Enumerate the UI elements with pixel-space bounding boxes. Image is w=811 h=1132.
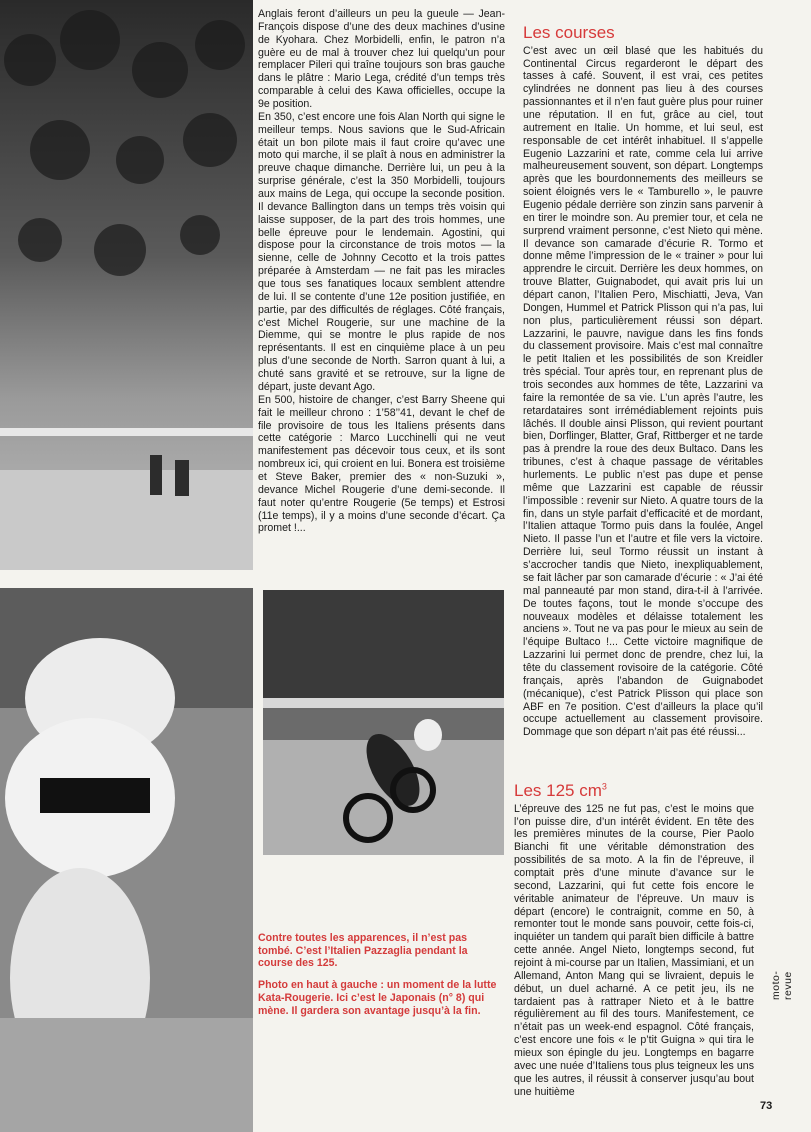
courses-section (523, 24, 763, 739)
page-number: 73 (760, 1100, 773, 1112)
rider-leaning-photo-image (263, 590, 504, 855)
middle-paragraph: En 350, c’est encore une fois Alan North qui signe le meilleur temps. Nous savions que le Sud-Africain était un bon pilote mais il faut croire qu’avec une moto qui marche, il se plaît à nous en administrer la preuve chaque dimanche. Derrière lui, un peu à la surprise générale, c’est la 350 Morbidelli, toujours aux mains de Lega, qui occupe la seconde position. Il devance Ballington dans un temps très voisin qui laisse supposer, de la part des trois hommes, une belle épreuve pour le lendemain. Agostini, qui dispose pour la circonstance de trois motos — la sienne, celle de Johnny Cecotto et la trois pattes préparée à Amsterdam — ne fait pas les miracles que tous ses fanatiques locaux semblent attendre de lui. Il se contente d’une 12e position justifiée, en partie, par des difficultés de réglages. Côté français, c’est Michel Rougerie, sur une machine de la Diemme, qui se montre le plus rapide de nos représentants. Il est en cinquième place à un peu plus d’une seconde de North. Sarron quant à lui, a chuté sans gravité et se retrouve, sur la ligne de départ, juste devant Ago. (258, 110, 505, 393)
125-heading: Les 125 $cm^3$ (514, 781, 607, 800)
rider-helmet-photo-image (0, 588, 253, 1132)
crowd-photo-image (0, 0, 253, 570)
courses-paragraph: C’est avec un œil blasé que les habitués du Continental Circus regarderont le départ des tasses à café. Souvent, il est vrai, ces petites cylindrées ne donnent pas lieu à des courses passionnantes et il n’en faut guère plus pour ruiner une réputation. Il en fut, grâce au ciel, tout autrement en Italie. Un homme, et lui seul, est responsable de cet intérêt inhabituel. Il s’appelle Eugenio Lazzarini et rate, comme cela lui arrive malheureusement souvent, son départ. Longtemps après que les bourdonnements des meilleurs se soient éloignés vers le « Tamburello », le pauvre Eugenio pédale derrière son zinzin sans parvenir à en tirer le moindre son. Au premier tour, et cela ne surprend vraiment personne, c’est Nieto qui mène. Il devance son camarade d’écurie R. Tormo et donne même l’impression de le « trainer » pour lui apprendre le circuit. Derrière les deux hommes, on trouve Blatter, Guignabodet, qui avait pris lui un départ canon, l’Italien Pero, Mischiatti, Jeva, Van Dongen, Hummel et Patrick Plisson qui n’a pas, lui non plus, particulièrement réussi son départ. Lazzarini, le pauvre, navigue dans les fins fonds du classement provisoire. Mais c’est mal connaître le petit Italien et les possibilités de son Kreidler très spécial. Tour après tour, en reprenant plus de trois secondes aux hommes de tête, Lazzarini va faire la remontée de sa vie. L’un après l’autre, les retardataires sont irrémédiablement rejoints puis lâchés. Il double ainsi Plisson, qui revient pourtant bien, Dorflinger, Blatter, Graf, Rittberger et ne tarde pas à prendre la roue des deux Bultaco. Dans les tribunes, c’est à chaque passage de véritables hurlements. Le public n’est pas dupe et pense même que Lazzarini est capable de réussir l’impossible : revenir sur Nieto. A quatre tours de la fin, dans un style parfait d’efficacité et de mordant, l’Italien attaque Tormo puis dans la foulée, Angel Nieto. Il passe l’un et l’autre et file vers la victoire. Derrière lui, seul Tormo réussit un instant à s’accrocher tandis que Nieto, inexpliquablement, se fait lâcher par son camarade d’écurie : « J’ai été mal panneauté par mon stand, dira-t-il à l’arrivée. De toutes façons, tout le monde s’occupe des nouveaux modèles et délaisse totalement les anciens ». Tout ne va pas pour le mieux au sein de l’équipe Bultaco !... Cette victoire magnifique de Lazzarini lui permet donc de prendre, chez lui, la tête du classement rovisoire de la catégorie. Côté français, après l’abandon de Guignabodet (mécanique), c’est Patrick Plisson qui place son ABF en 7e position. C’est d’ailleurs la place qu’il occupe actuellement au classement provisoire. Dommage que son départ n’ait pas été réussi... (523, 44, 763, 739)
caption-pazzaglia: Contre toutes les apparences, il n’est pas tombé. C’est l’Italien Pazzaglia pendant la course des 125. (258, 932, 468, 970)
photo-top-left (0, 0, 253, 570)
caption-kata-rougerie: Photo en haut à gauche : un moment de la lutte Kata-Rougerie. Ici c’est le Japonais (n° 8) qui mène. Il gardera son avantage jusqu’à la fin. (258, 979, 497, 1017)
middle-column (258, 8, 505, 535)
photo-bottom-left (0, 588, 253, 1132)
middle-paragraph: Anglais feront d’ailleurs un peu la gueule — Jean-François dispose d’une des deux machines d’usine de Kyohara. Chez Morbidelli, enfin, le patron n’a guère eu de mal à trouver chez lui quelqu’un pour remplacer Pileri qui traîne toujours son bras gauche dans le plâtre : Mario Lega, crédité d’un temps très comparable à celui des Kawa officielles, occupe la 9e position. (258, 8, 505, 111)
courses-heading: Les courses (523, 23, 615, 42)
heading-superscript: 3 (601, 781, 607, 792)
125-paragraph: L’épreuve des 125 ne fut pas, c’est le moins que l’on puisse dire, d’un intérêt évident. En tête des les premières minutes de la course, Pier Paolo Bianchi fit une véritable démonstration des possibilités de sa moto. A la fin de l’épreuve, il comptait près d’une minute d’avance sur le second, Lazzarini, qui fut cette fois encore le véritable animateur de l’épreuve. Un mauv is départ (encore) le contraignit, comme en 50, à remonter tout le monde sans pouvoir, cette fois-ci, inquiéter un tandem qui paraît bien difficile à battre cette année. Angel Nieto, longtemps second, fut rejoint à mi-course par un Italien, Massimiani, et un Allemand, Anton Mang qui se livraient, depuis le début, un duel acharné. A ce petit jeu, ils ne tardaient pas à rattraper Nieto et à le battre régulièrement au fil des tours. Manifestement, ce n’était pas un week-end espagnol. Côté français, c’est encore une fois « le p’tit Guigna » qui tira le mieux son épingle du jeu. Longtemps en bagarre avec une nuée d’Italiens tous plus teigneux les uns que les autres, il réussit à conserver jusqu’au bout une huitième (514, 802, 754, 1098)
photo-captions (258, 932, 504, 1026)
magazine-name: moto-revue (770, 970, 794, 1000)
photo-middle (263, 590, 504, 855)
middle-paragraph: En 500, histoire de changer, c’est Barry Sheene qui fait le meilleur chrono : 1’58’’41, devant le chef de file provisoire de tous les Italiens présents dans cette catégorie : Marco Lucchinelli qui ne veut manifestement pas décevoir tous ceux, et ils sont nombreux ici, qui croient en lui. Bonera est troisième et Steve Baker, premier des « non-Suzuki », devance Michel Rougerie d’une demi-seconde. Il faut noter qu’entre Rougerie (5e temps) et Estrosi (11e temps), il y a moins d’une seconde d’écart. Ça promet !... (258, 393, 505, 535)
125-section (514, 782, 754, 1098)
